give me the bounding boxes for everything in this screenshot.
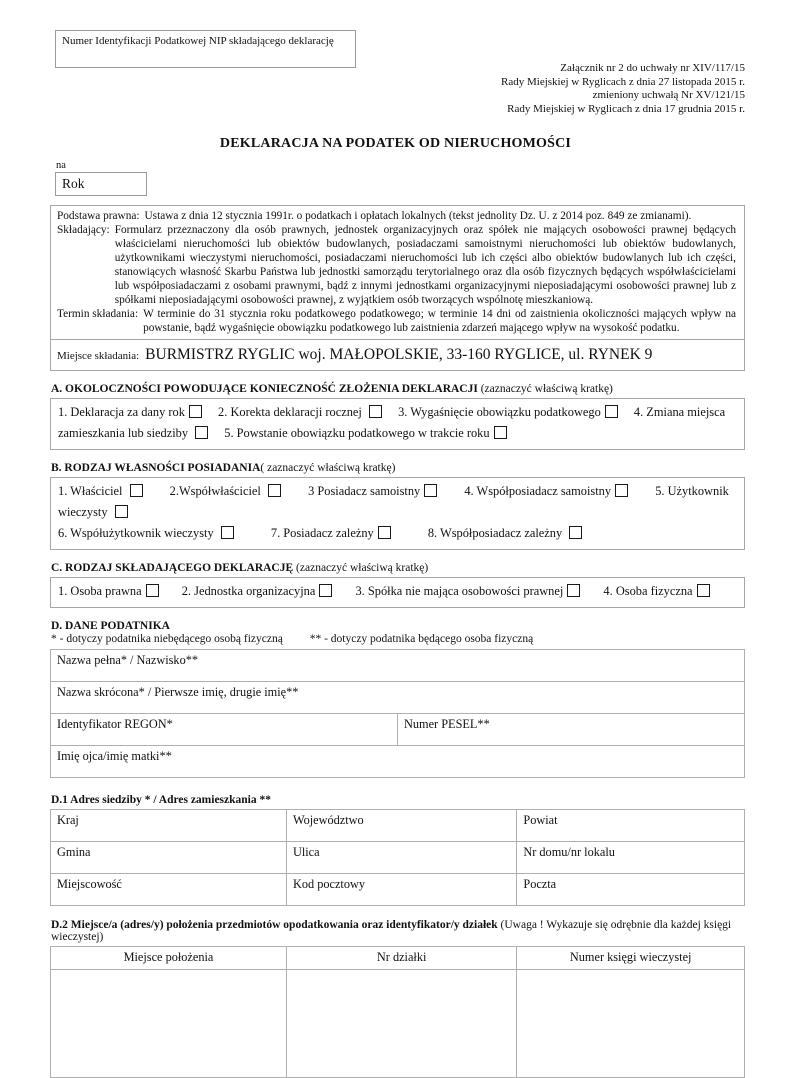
- option-osoba-prawna: 1. Osoba prawna: [58, 584, 159, 598]
- section-d-footnotes: [51, 633, 745, 645]
- checkbox-deklaracja-za-dany-rok[interactable]: [189, 405, 202, 418]
- checkbox-wygasniecie-obowiazku[interactable]: [605, 405, 618, 418]
- year-label: Rok: [62, 176, 85, 191]
- field-nazwa-skrocona[interactable]: Nazwa skrócona* / Pierwsze imię, drugie imię**: [51, 682, 745, 714]
- section-d2-heading: [51, 919, 745, 943]
- option-spolka: 3. Spółka nie mająca osobowości prawnej: [355, 584, 580, 598]
- na-label: na: [56, 160, 66, 171]
- table-row: [51, 714, 745, 746]
- section-c-title: C. RODZAJ SKŁADAJĄCEGO DEKLARACJĘ: [51, 562, 294, 574]
- footnote-double-star: ** - dotyczy podatnika będącego osoba fizyczną: [309, 633, 534, 645]
- checkbox-wlasciciel[interactable]: [130, 484, 143, 497]
- option-wspolposiadacz-zalezny: 8. Współposiadacz zależny: [428, 526, 582, 540]
- option-powstanie-obowiazku: 5. Powstanie obowiązku podatkowego w trakcie roku: [224, 426, 506, 440]
- section-a-heading: [51, 383, 745, 395]
- option-zmiana-miejsca: 4. Zmiana miejsca zamieszkania lub siedziby: [58, 405, 726, 440]
- section-d2-title: D.2 Miejsce/a (adres/y) położenia przedmiotów opodatkowania oraz identyfikator/y działek: [51, 919, 498, 931]
- nip-input-box[interactable]: [55, 30, 356, 68]
- option-uzytkownik-wieczysty: 5. Użytkownik wieczysty: [58, 484, 729, 519]
- skladajacy-text: Formularz przeznaczony dla osób prawnych, jednostek organizacyjnych oraz spółek nie mających osobowości prawnej będących właścicielami nieruchomości lub obiektów budowlanych, posiadaczami samoistnymi nieruchomości lub obiektów budowlanych, użytkownikami wieczystymi nieruchomości, posiadaczami nieruchomości lub ich części albo obiektów budowlanych lub ich części, stanowiących własność Skarbu Państwa lub jednostki samorządu terytorialnego oraz dla osób fizycznych będących współwłaścicielami lub współposiadaczami z osobami prawnymi, bądź z innymi jednostkami organizacyjnymi nieposiadającymi osobowości prawnej lub z spółkami nieposiadającymi osobowości prawnej, z wyjątkiem osób tworzących wspólnotę mieszkaniową.: [114, 224, 736, 306]
- table-row: [51, 682, 745, 714]
- taxpayer-data-table: [50, 649, 745, 778]
- podstawa-text: Ustawa z dnia 12 stycznia 1991r. o podatkach i opłatach lokalnych (tekst jednolity Dz. U. z 2014 poz. 849 ze zmianami).: [144, 210, 692, 222]
- checkbox-zmiana-miejsca[interactable]: [195, 426, 208, 439]
- option-wspolwlasciciel: 2.Współwłaściciel: [170, 484, 281, 498]
- column-miejsce-polozenia: Miejsce położenia: [51, 947, 287, 970]
- option-jednostka-organizacyjna: 2. Jednostka organizacyjna: [182, 584, 333, 598]
- column-numer-ksiegi: Numer księgi wieczystej: [517, 947, 745, 970]
- legal-basis-box: [50, 205, 745, 340]
- option-posiadacz-samoistny: 3 Posiadacz samoistny: [308, 484, 437, 498]
- checkbox-jednostka-organizacyjna[interactable]: [319, 584, 332, 597]
- filing-place-box: [50, 340, 745, 371]
- section-c-note: (zaznaczyć właściwą kratkę): [296, 562, 429, 574]
- option-wygasniecie-obowiazku: 3. Wygaśnięcie obowiązku podatkowego: [398, 405, 618, 419]
- annex-line: Rady Miejskiej w Ryglicach z dnia 17 grudnia 2015 r.: [507, 102, 745, 115]
- field-regon[interactable]: Identyfikator REGON*: [51, 714, 398, 746]
- field-kod-pocztowy[interactable]: Kod pocztowy: [286, 874, 516, 906]
- field-poczta[interactable]: Poczta: [517, 874, 745, 906]
- form-header: [0, 0, 791, 205]
- checkbox-wspolwlasciciel[interactable]: [268, 484, 281, 497]
- field-kraj[interactable]: Kraj: [51, 810, 287, 842]
- checkbox-osoba-fizyczna[interactable]: [697, 584, 710, 597]
- form-title: DEKLARACJA NA PODATEK OD NIERUCHOMOŚCI: [219, 136, 572, 151]
- section-b-options-box: [50, 477, 745, 550]
- section-b-row-1: [58, 481, 737, 523]
- podstawa-label: Podstawa prawna:: [57, 210, 140, 222]
- section-d1-heading: [51, 794, 745, 806]
- filing-place-label: Miejsce składania:: [57, 350, 140, 362]
- year-input-box[interactable]: [55, 172, 147, 196]
- column-nr-dzialki: Nr działki: [286, 947, 516, 970]
- field-wojewodztwo[interactable]: Województwo: [286, 810, 516, 842]
- annex-reference: [501, 62, 745, 116]
- table-row: [51, 746, 745, 778]
- field-miejscowosc[interactable]: Miejscowość: [51, 874, 287, 906]
- termin-row: [57, 307, 736, 335]
- checkbox-posiadacz-zalezny[interactable]: [378, 526, 391, 539]
- termin-text: W terminie do 31 stycznia roku podatkowego podatkowego; w terminie 14 dni od zaistnienia okoliczności mających wpływ na powstanie, bądź wygaśnięcie obowiązku podatkowego lub zaistnienia zdarzeń mającego wpływ na wysokość podatku.: [143, 308, 736, 334]
- option-osoba-fizyczna: 4. Osoba fizyczna: [603, 584, 709, 598]
- section-d2-note: (Uwaga ! Wykazuje się odrębnie dla każdej księgi wieczystej): [51, 919, 732, 943]
- section-a-title: A. OKOLOCZNOŚCI POWODUJĄCE KONIECZNOŚĆ ZŁOŻENIA DEKLARACJI: [51, 383, 478, 395]
- section-d-title: D. DANE PODATNIKA: [51, 620, 170, 632]
- skladajacy-row: [57, 223, 736, 307]
- section-b-row-2: [58, 523, 737, 544]
- field-gmina[interactable]: Gmina: [51, 842, 287, 874]
- termin-label: Termin składania:: [57, 308, 139, 320]
- address-table: [50, 809, 745, 906]
- option-wspoluzytkownik-wieczysty: 6. Współużytkownik wieczysty: [58, 526, 234, 540]
- checkbox-spolka[interactable]: [567, 584, 580, 597]
- section-b-heading: [51, 462, 745, 474]
- field-imie-ojca-matki[interactable]: Imię ojca/imię matki**: [51, 746, 745, 778]
- checkbox-osoba-prawna[interactable]: [146, 584, 159, 597]
- option-korekta-deklaracji: 2. Korekta deklaracji rocznej: [218, 405, 382, 419]
- table-row: [51, 842, 745, 874]
- field-powiat[interactable]: Powiat: [517, 810, 745, 842]
- annex-line: Załącznik nr 2 do uchwały nr XIV/117/15: [560, 62, 745, 74]
- section-c-heading: [51, 562, 745, 574]
- skladajacy-label: Składający:: [57, 224, 110, 236]
- table-row: [51, 650, 745, 682]
- option-posiadacz-zalezny: 7. Posiadacz zależny: [271, 526, 391, 540]
- field-pesel[interactable]: Numer PESEL**: [398, 714, 745, 746]
- filing-place-value: BURMISTRZ RYGLIC woj. MAŁOPOLSKIE, 33-160 RYGLICE, ul. RYNEK 9: [145, 346, 653, 363]
- checkbox-uzytkownik-wieczysty[interactable]: [115, 505, 128, 518]
- nip-box-label: Numer Identyfikacji Podatkowej NIP składającego deklarację: [62, 35, 334, 47]
- table-row: [51, 810, 745, 842]
- field-nazwa-pelna[interactable]: Nazwa pełna* / Nazwisko**: [51, 650, 745, 682]
- table-row: [51, 874, 745, 906]
- section-a-options-box: [50, 398, 745, 450]
- field-ulica[interactable]: Ulica: [286, 842, 516, 874]
- form-body: [50, 205, 745, 1078]
- checkbox-powstanie-obowiazku[interactable]: [494, 426, 507, 439]
- footnote-single-star: * - dotyczy podatnika niebędącego osobą fizyczną: [51, 633, 283, 645]
- section-d1-title: D.1 Adres siedziby * / Adres zamieszkania **: [51, 794, 271, 806]
- section-b-title: B. RODZAJ WŁASNOŚCI POSIADANIA: [51, 462, 261, 474]
- section-b-note: ( zaznaczyć właściwą kratkę): [260, 462, 396, 474]
- option-wlasciciel: 1. Właściciel: [58, 484, 143, 498]
- field-nr-domu[interactable]: Nr domu/nr lokalu: [517, 842, 745, 874]
- checkbox-wspolposiadacz-samoistny[interactable]: [615, 484, 628, 497]
- option-deklaracja-za-dany-rok: 1. Deklaracja za dany rok: [58, 405, 202, 419]
- checkbox-posiadacz-samoistny[interactable]: [424, 484, 437, 497]
- section-c-options-box: [50, 577, 745, 608]
- option-wspolposiadacz-samoistny: 4. Współposiadacz samoistny: [464, 484, 628, 498]
- property-location-table: [50, 946, 745, 1078]
- section-a-note: (zaznaczyć właściwą kratkę): [480, 383, 613, 395]
- table-header-row: [51, 947, 745, 970]
- checkbox-wspolposiadacz-zalezny[interactable]: [569, 526, 582, 539]
- legal-basis-row: [57, 209, 736, 223]
- section-d-heading: [51, 620, 745, 632]
- annex-line: zmieniony uchwałą Nr XV/121/15: [592, 89, 745, 101]
- checkbox-korekta-deklaracji[interactable]: [369, 405, 382, 418]
- annex-line: Rady Miejskiej w Ryglicach z dnia 27 listopada 2015 r.: [501, 75, 745, 88]
- checkbox-wspoluzytkownik-wieczysty[interactable]: [221, 526, 234, 539]
